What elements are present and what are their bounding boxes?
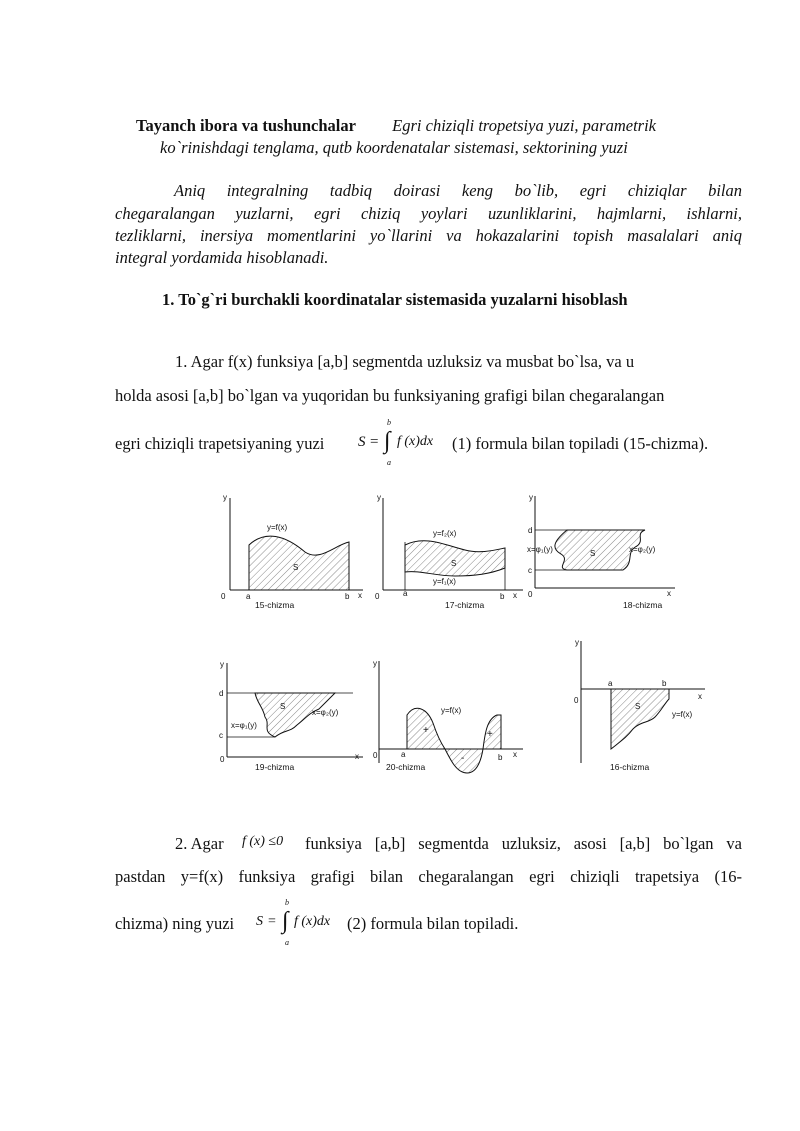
fig20-minus: - (461, 753, 465, 764)
fig20-a: a (401, 750, 406, 759)
fig15-b: b (345, 592, 350, 601)
fig17-y-label: y (377, 493, 381, 502)
para1-line3-before: egri chiziqli trapetsiyaning yuzi (115, 434, 325, 453)
fig20-curve-label: y=f(x) (441, 706, 462, 715)
figure-17 (375, 493, 523, 610)
formula-1-upper: b (387, 418, 391, 427)
formula-2-upper: b (285, 898, 289, 907)
intro-line3: tezliklarni, inersiya momentlarini yo`llarini va hokazalarini topish masalalari aniq (115, 226, 742, 245)
para1-line1: 1. Agar f(x) funksiya [a,b] segmentda uzluksiz va musbat bo`lsa, va u (175, 352, 635, 371)
fig19-right-label: x=φ₂(y) (312, 708, 339, 717)
fig19-left-label: x=φ₁(y) (231, 721, 257, 730)
fig16-area (611, 689, 669, 749)
fig19-s: S (280, 702, 286, 711)
formula-2 (256, 898, 346, 948)
fig17-b: b (500, 592, 505, 601)
fig16-a: a (608, 679, 613, 688)
fig17-top-label: y=f₂(x) (433, 529, 457, 538)
para2-line1-before: 2. Agar (175, 834, 224, 853)
fig19-c: c (219, 731, 223, 740)
para1-line3-after: (1) formula bilan topiladi (15-chizma). (452, 434, 709, 453)
fig18-y-label: y (529, 493, 533, 502)
fig16-caption: 16-chizma (610, 762, 650, 772)
formula-1-lower: a (387, 458, 391, 467)
fig18-c: c (528, 566, 532, 575)
keywords-line2: ko`rinishdagi tenglama, qutb koordenatalar sistemasi, sektorining yuzi (160, 138, 628, 157)
formula-2-s: S (256, 914, 263, 929)
keywords-title: Tayanch ibora va tushunchalar (136, 116, 356, 135)
intro-line2: chegaralangan yuzlarni, egri chiziq yoylari uzunliklarini, hajmlarni, ishlarni, (115, 204, 742, 223)
fig15-a: a (246, 592, 251, 601)
formula-2-body: f (x)dx (294, 914, 331, 929)
fig16-x-label: x (698, 692, 702, 701)
fig15-s: S (293, 563, 299, 572)
fig20-plus-2: + (487, 729, 493, 740)
formula-2-eq: = (268, 914, 276, 929)
para2-line3-before: chizma) ning yuzi (115, 914, 235, 933)
figure-15 (221, 493, 363, 610)
fig15-x-label: x (358, 591, 362, 600)
section-heading: 1. To`g`ri burchakli koordinatalar sistemasida yuzalarni hisoblash (162, 290, 628, 309)
keywords-block (136, 116, 736, 136)
fig19-caption: 19-chizma (255, 762, 295, 772)
figure-20 (373, 659, 523, 773)
fig19-origin: 0 (220, 755, 225, 764)
fig18-origin: 0 (528, 590, 533, 599)
intro-line4: integral yordamida hisoblanadi. (115, 248, 329, 267)
fig20-x-label: x (513, 750, 517, 759)
fig17-s: S (451, 559, 457, 568)
fig17-caption: 17-chizma (445, 600, 485, 610)
fig19-d: d (219, 689, 224, 698)
fig17-x-label: x (513, 591, 517, 600)
figure-16 (574, 638, 705, 772)
fig18-x-label: x (667, 589, 671, 598)
figures-row-1 (205, 490, 685, 615)
fig17-bottom-label: y=f₁(x) (433, 577, 456, 586)
formula-1-s: S (358, 434, 366, 450)
fig20-y-label: y (373, 659, 377, 668)
fig17-a: a (403, 589, 408, 598)
fig18-d: d (528, 526, 533, 535)
fig20-origin: 0 (373, 751, 378, 760)
fig18-caption: 18-chizma (623, 600, 663, 610)
fig19-x-label: x (355, 752, 359, 761)
fig15-caption: 15-chizma (255, 600, 295, 610)
fig20-caption: 20-chizma (386, 762, 426, 772)
fig20-plus-1: + (423, 725, 429, 736)
fig15-area (249, 536, 349, 590)
formula-1 (358, 418, 450, 468)
figure-18 (527, 493, 675, 610)
fig18-right-label: x=φ₂(y) (629, 545, 656, 554)
figures-row-2 (205, 633, 725, 778)
fig15-y-label: y (223, 493, 227, 502)
integral-sign-2: ∫ (282, 908, 289, 934)
intro-line1: Aniq integralning tadbiq doirasi keng bo`lib, egri chiziqlar bilan (174, 181, 742, 200)
formula-2-lower: a (285, 938, 289, 947)
formula-1-body: f (x)dx (397, 434, 434, 449)
fig16-origin: 0 (574, 696, 579, 705)
fig15-origin: 0 (221, 592, 226, 601)
figure-19 (219, 660, 363, 772)
fig16-y-label: y (575, 638, 579, 647)
fig15-curve-label: y=f(x) (267, 523, 288, 532)
fig20-b: b (498, 753, 503, 762)
fig19-y-label: y (220, 660, 224, 669)
integral-sign: ∫ (384, 428, 391, 454)
para2-line2: pastdan y=f(x) funksiya grafigi bilan chegaralangan egri chiziqli trapetsiya (16- (115, 867, 742, 886)
fig18-left-label: x=φ₁(y) (527, 545, 553, 554)
fig16-b: b (662, 679, 667, 688)
fig18-s: S (590, 549, 596, 558)
fig17-origin: 0 (375, 592, 380, 601)
para2-line1-after: funksiya [a,b] segmentda uzluksiz, asosi [a,b] bo`lgan va (305, 834, 742, 853)
para2-line3-after: (2) formula bilan topiladi. (347, 914, 519, 933)
formula-1-eq: = (370, 434, 379, 450)
fig16-s: S (635, 702, 641, 711)
para2-condition: f (x) ≤0 (242, 834, 284, 849)
keywords-line1: Egri chiziqli tropetsiya yuzi, parametrik (392, 116, 656, 135)
fig16-curve-label: y=f(x) (672, 710, 693, 719)
para1-line2: holda asosi [a,b] bo`lgan va yuqoridan bu funksiyaning grafigi bilan chegaralangan (115, 386, 665, 405)
